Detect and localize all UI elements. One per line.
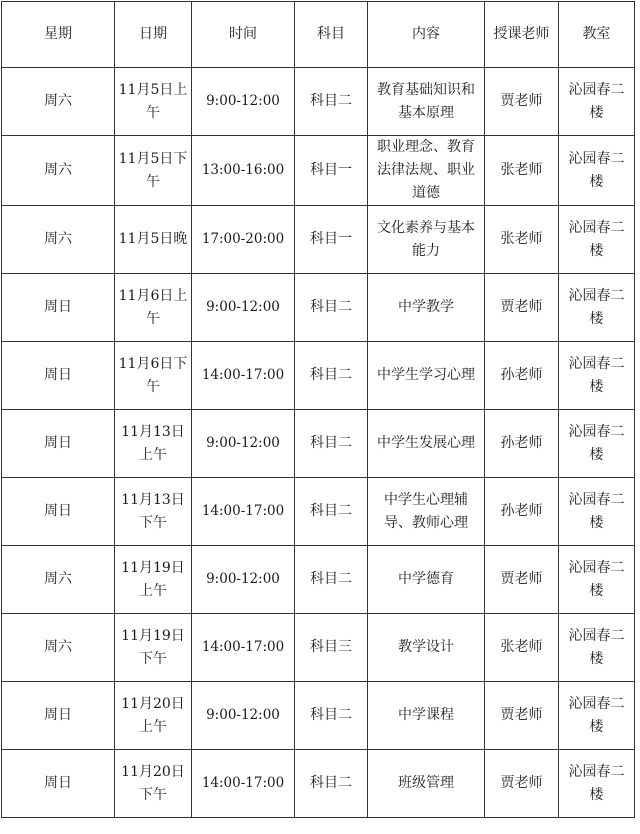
weekday-value: 周六 — [44, 162, 72, 178]
subject-value: 科目一 — [310, 231, 352, 247]
course-schedule-table — [1, 1, 635, 818]
subject-value: 科目三 — [310, 639, 352, 655]
classroom-cell — [559, 68, 635, 136]
weekday-value: 周六 — [44, 571, 72, 587]
teacher-value: 孙老师 — [500, 435, 543, 451]
content-value: 中学生学习心理 — [377, 367, 475, 383]
table-row — [2, 750, 635, 818]
subject-value: 科目二 — [310, 503, 352, 519]
teacher-cell — [485, 682, 559, 750]
date-value: 11月13日下午 — [121, 491, 185, 531]
classroom-cell — [559, 136, 635, 206]
table-row — [2, 546, 635, 614]
date-value: 11月19日下午 — [121, 627, 185, 667]
subject-value: 科目二 — [310, 93, 352, 109]
weekday-cell — [2, 68, 115, 136]
classroom-cell — [559, 206, 635, 274]
weekday-value: 周日 — [44, 707, 72, 723]
weekday-value: 周六 — [44, 639, 72, 655]
subject-value: 科目二 — [310, 571, 352, 587]
classroom-cell — [559, 546, 635, 614]
content-value: 中学教学 — [398, 299, 454, 315]
content-value: 中学课程 — [398, 707, 454, 723]
time-cell — [192, 750, 295, 818]
content-value: 中学生心理辅导、教师心理 — [384, 491, 468, 531]
classroom-value: 沁园春二楼 — [568, 559, 625, 599]
date-value: 11月13日上午 — [121, 423, 185, 463]
classroom-value: 沁园春二楼 — [568, 763, 625, 803]
teacher-value: 张老师 — [500, 639, 543, 655]
weekday-cell — [2, 410, 115, 478]
time-cell — [192, 342, 295, 410]
weekday-cell — [2, 614, 115, 682]
time-value: 13:00-16:00 — [201, 162, 285, 178]
teacher-cell — [485, 750, 559, 818]
subject-cell — [295, 614, 368, 682]
time-value: 17:00-20:00 — [201, 231, 285, 247]
table-row — [2, 410, 635, 478]
date-cell — [115, 68, 192, 136]
teacher-value: 贾老师 — [500, 707, 543, 723]
content-cell — [368, 274, 485, 342]
classroom-value: 沁园春二楼 — [568, 423, 625, 463]
time-value: 9:00-12:00 — [206, 435, 280, 451]
content-cell — [368, 206, 485, 274]
subject-cell — [295, 68, 368, 136]
weekday-value: 周日 — [44, 299, 72, 315]
content-value: 教育基础知识和基本原理 — [377, 81, 475, 121]
table-body — [2, 68, 635, 818]
time-value: 9:00-12:00 — [206, 299, 280, 315]
weekday-cell — [2, 546, 115, 614]
weekday-value: 周日 — [44, 775, 72, 791]
date-value: 11月5日上午 — [118, 81, 188, 121]
header-classroom-label: 教室 — [582, 26, 611, 42]
content-cell — [368, 136, 485, 206]
table-row — [2, 682, 635, 750]
teacher-value: 张老师 — [500, 162, 543, 178]
subject-cell — [295, 274, 368, 342]
time-value: 9:00-12:00 — [206, 571, 280, 587]
weekday-value: 周六 — [44, 93, 72, 109]
weekday-cell — [2, 206, 115, 274]
date-value: 11月5日下午 — [118, 150, 188, 190]
teacher-value: 贾老师 — [500, 299, 543, 315]
time-cell — [192, 546, 295, 614]
weekday-cell — [2, 342, 115, 410]
subject-cell — [295, 206, 368, 274]
classroom-cell — [559, 274, 635, 342]
subject-value: 科目二 — [310, 367, 352, 383]
time-cell — [192, 614, 295, 682]
classroom-cell — [559, 410, 635, 478]
header-weekday-label: 星期 — [44, 26, 72, 42]
subject-cell — [295, 546, 368, 614]
content-value: 中学德育 — [398, 571, 454, 587]
weekday-value: 周日 — [44, 435, 72, 451]
teacher-cell — [485, 478, 559, 546]
content-value: 中学生发展心理 — [377, 435, 475, 451]
subject-cell — [295, 478, 368, 546]
header-content-label: 内容 — [412, 26, 440, 42]
teacher-value: 孙老师 — [500, 503, 543, 519]
classroom-cell — [559, 682, 635, 750]
date-value: 11月20日下午 — [121, 763, 185, 803]
subject-cell — [295, 410, 368, 478]
header-time-label: 时间 — [229, 26, 257, 42]
teacher-value: 贾老师 — [500, 93, 543, 109]
classroom-cell — [559, 342, 635, 410]
teacher-value: 孙老师 — [500, 367, 543, 383]
content-cell — [368, 750, 485, 818]
classroom-cell — [559, 750, 635, 818]
content-cell — [368, 68, 485, 136]
date-cell — [115, 614, 192, 682]
content-cell — [368, 342, 485, 410]
weekday-cell — [2, 682, 115, 750]
date-cell — [115, 750, 192, 818]
content-cell — [368, 614, 485, 682]
date-value: 11月5日晚 — [118, 231, 188, 247]
weekday-value: 周日 — [44, 367, 72, 383]
content-value: 职业理念、教育法律法规、职业道德 — [377, 139, 475, 201]
date-value: 11月6日下午 — [118, 355, 188, 395]
subject-cell — [295, 136, 368, 206]
content-cell — [368, 410, 485, 478]
subject-cell — [295, 342, 368, 410]
time-value: 14:00-17:00 — [201, 503, 285, 519]
time-cell — [192, 274, 295, 342]
date-cell — [115, 410, 192, 478]
header-classroom — [559, 2, 635, 68]
table-row — [2, 614, 635, 682]
table-row — [2, 478, 635, 546]
content-value: 班级管理 — [398, 775, 454, 791]
weekday-cell — [2, 136, 115, 206]
date-value: 11月20日上午 — [121, 695, 185, 735]
teacher-value: 贾老师 — [500, 775, 543, 791]
date-cell — [115, 478, 192, 546]
date-cell — [115, 274, 192, 342]
classroom-value: 沁园春二楼 — [568, 219, 625, 259]
teacher-cell — [485, 410, 559, 478]
schedule-document — [1, 1, 639, 818]
subject-value: 科目二 — [310, 435, 352, 451]
date-cell — [115, 206, 192, 274]
teacher-cell — [485, 206, 559, 274]
content-value: 文化素养与基本能力 — [377, 219, 475, 259]
time-cell — [192, 410, 295, 478]
content-cell — [368, 478, 485, 546]
time-cell — [192, 682, 295, 750]
subject-cell — [295, 682, 368, 750]
content-cell — [368, 546, 485, 614]
weekday-cell — [2, 478, 115, 546]
subject-cell — [295, 750, 368, 818]
header-date — [115, 2, 192, 68]
teacher-value: 张老师 — [500, 231, 543, 247]
table-row — [2, 136, 635, 206]
weekday-value: 周日 — [44, 503, 72, 519]
classroom-value: 沁园春二楼 — [568, 491, 625, 531]
table-row — [2, 274, 635, 342]
date-value: 11月6日上午 — [118, 287, 188, 327]
time-cell — [192, 206, 295, 274]
teacher-cell — [485, 274, 559, 342]
teacher-cell — [485, 68, 559, 136]
teacher-cell — [485, 342, 559, 410]
header-teacher — [485, 2, 559, 68]
time-value: 14:00-17:00 — [201, 367, 285, 383]
classroom-cell — [559, 478, 635, 546]
time-value: 9:00-12:00 — [206, 93, 280, 109]
time-cell — [192, 478, 295, 546]
subject-value: 科目二 — [310, 299, 352, 315]
time-value: 14:00-17:00 — [201, 639, 285, 655]
classroom-cell — [559, 614, 635, 682]
classroom-value: 沁园春二楼 — [568, 287, 625, 327]
table-row — [2, 206, 635, 274]
classroom-value: 沁园春二楼 — [568, 81, 625, 121]
header-row — [2, 2, 635, 68]
weekday-cell — [2, 274, 115, 342]
teacher-cell — [485, 614, 559, 682]
date-cell — [115, 546, 192, 614]
date-cell — [115, 682, 192, 750]
teacher-cell — [485, 546, 559, 614]
date-cell — [115, 136, 192, 206]
classroom-value: 沁园春二楼 — [568, 695, 625, 735]
header-content — [368, 2, 485, 68]
subject-value: 科目二 — [310, 707, 352, 723]
weekday-value: 周六 — [44, 231, 72, 247]
subject-value: 科目二 — [310, 775, 352, 791]
content-value: 教学设计 — [398, 639, 454, 655]
classroom-value: 沁园春二楼 — [568, 355, 625, 395]
date-value: 11月19日上午 — [121, 559, 185, 599]
classroom-value: 沁园春二楼 — [568, 627, 625, 667]
time-cell — [192, 68, 295, 136]
content-cell — [368, 682, 485, 750]
time-value: 9:00-12:00 — [206, 707, 280, 723]
header-weekday — [2, 2, 115, 68]
header-subject-label: 科目 — [317, 26, 345, 42]
teacher-cell — [485, 136, 559, 206]
table-row — [2, 342, 635, 410]
date-cell — [115, 342, 192, 410]
time-value: 14:00-17:00 — [201, 775, 285, 791]
table-row — [2, 68, 635, 136]
classroom-value: 沁园春二楼 — [568, 150, 625, 190]
subject-value: 科目一 — [310, 162, 352, 178]
teacher-value: 贾老师 — [500, 571, 543, 587]
weekday-cell — [2, 750, 115, 818]
time-cell — [192, 136, 295, 206]
header-date-label: 日期 — [139, 26, 167, 42]
header-teacher-label: 授课老师 — [493, 26, 550, 42]
header-time — [192, 2, 295, 68]
header-subject — [295, 2, 368, 68]
